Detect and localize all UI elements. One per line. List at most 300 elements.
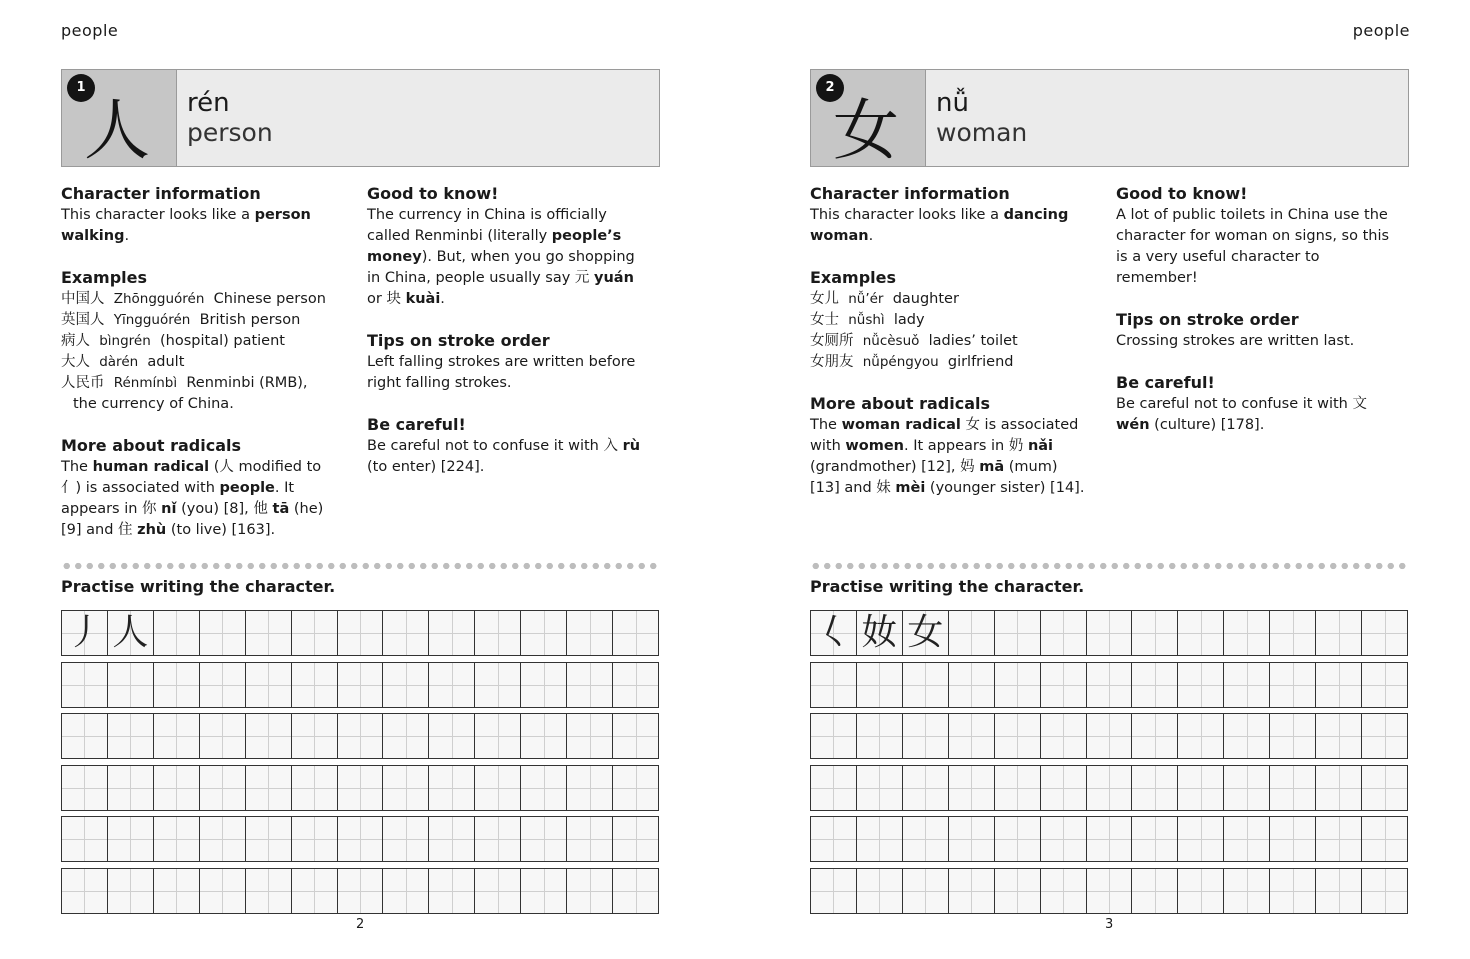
practice-cell[interactable]: [1131, 662, 1177, 708]
practice-cell[interactable]: [428, 713, 474, 759]
practice-cell[interactable]: [856, 713, 902, 759]
example-item: [61, 352, 341, 373]
running-head: people: [1352, 21, 1410, 40]
bold-text: human radical: [92, 459, 210, 475]
practice-cell[interactable]: [382, 816, 428, 862]
practice-cell[interactable]: [1131, 868, 1177, 914]
text: .: [124, 228, 130, 244]
practice-cell[interactable]: [428, 868, 474, 914]
practice-cell[interactable]: [902, 816, 948, 862]
more-about-radicals: [810, 393, 1090, 499]
practice-cell[interactable]: [428, 610, 474, 656]
text: (younger sister) [14].: [925, 480, 1085, 496]
dotted-divider: [61, 562, 659, 570]
practice-cell[interactable]: [199, 868, 245, 914]
practice-cell[interactable]: [1086, 662, 1132, 708]
text: . It appears in 奶: [904, 438, 1028, 454]
section-text: [61, 205, 341, 247]
big-character: 女: [833, 92, 899, 169]
practice-cell[interactable]: [948, 816, 994, 862]
practice-cell[interactable]: [1269, 662, 1315, 708]
practice-cell[interactable]: [337, 868, 383, 914]
good-to-know: [1116, 183, 1396, 289]
practice-cell[interactable]: [291, 816, 337, 862]
practice-cell[interactable]: [61, 610, 107, 656]
text: Be careful not to confuse it with 文: [1116, 396, 1367, 412]
bold-text: women: [845, 438, 904, 454]
practice-cell[interactable]: [1223, 662, 1269, 708]
stroke-step-glyph: 丿: [66, 612, 103, 653]
pinyin: nǚ: [936, 88, 969, 118]
right-column: [1116, 183, 1396, 456]
example-meaning: girlfriend: [947, 354, 1014, 370]
example-pinyin: Yīngguórén: [113, 312, 191, 328]
left-page: [61, 0, 661, 959]
practice-cell[interactable]: [1269, 816, 1315, 862]
example-item: [61, 289, 341, 310]
practice-cell[interactable]: [291, 713, 337, 759]
practice-row: [61, 610, 659, 656]
practice-cell[interactable]: [1040, 662, 1086, 708]
practice-cell[interactable]: [1086, 868, 1132, 914]
example-pinyin: Rénmínbì: [113, 375, 178, 391]
hanzi: 人民币: [61, 375, 105, 391]
practice-cell[interactable]: [948, 713, 994, 759]
section-text: [367, 436, 647, 478]
examples: [810, 267, 1090, 373]
practice-cell[interactable]: [520, 713, 566, 759]
practice-cell[interactable]: [474, 765, 520, 811]
practice-cell[interactable]: [810, 713, 856, 759]
practice-cell[interactable]: [199, 662, 245, 708]
section-heading: Good to know!: [367, 184, 499, 203]
bold-text: tā: [272, 501, 290, 517]
practice-cell[interactable]: [612, 662, 659, 708]
character-information: [810, 183, 1090, 247]
practice-cell[interactable]: [153, 610, 199, 656]
section-heading: More about radicals: [61, 436, 241, 455]
section-heading: Be careful!: [367, 415, 466, 434]
practice-cell[interactable]: [994, 610, 1040, 656]
practice-row: [61, 765, 659, 811]
character-header: [810, 69, 1409, 167]
practice-cell[interactable]: [856, 662, 902, 708]
practice-row: [810, 610, 1408, 656]
practice-cell[interactable]: [428, 816, 474, 862]
practice-cell[interactable]: [856, 868, 902, 914]
practice-cell[interactable]: [61, 662, 107, 708]
practice-cell[interactable]: [61, 868, 107, 914]
practice-cell[interactable]: [612, 713, 659, 759]
section-text: [1116, 394, 1396, 436]
practice-cell[interactable]: [382, 662, 428, 708]
practice-cell[interactable]: [428, 765, 474, 811]
hanzi: 中国人: [61, 291, 105, 307]
practice-cell[interactable]: [902, 610, 948, 656]
practice-cell[interactable]: [245, 662, 291, 708]
practice-cell[interactable]: [107, 816, 153, 862]
practice-cell[interactable]: [1177, 765, 1223, 811]
practice-cell[interactable]: [1315, 662, 1361, 708]
practice-cell[interactable]: [199, 765, 245, 811]
practice-cell[interactable]: [474, 713, 520, 759]
practice-cell[interactable]: [566, 713, 612, 759]
practice-cell[interactable]: [1223, 868, 1269, 914]
practice-cell[interactable]: [199, 713, 245, 759]
practice-cell[interactable]: [1269, 610, 1315, 656]
practice-cell[interactable]: [245, 816, 291, 862]
stroke-step-glyph: 奻: [861, 612, 898, 653]
example-meaning: ladies’ toilet: [928, 333, 1018, 349]
practice-cell[interactable]: [612, 816, 659, 862]
practice-cell[interactable]: [612, 765, 659, 811]
character-number: 2: [816, 74, 844, 102]
practice-cell[interactable]: [291, 868, 337, 914]
practice-cell[interactable]: [520, 610, 566, 656]
example-item: [61, 310, 341, 331]
practice-cell[interactable]: [1177, 610, 1223, 656]
practice-cell[interactable]: [856, 610, 902, 656]
practice-cell[interactable]: [291, 662, 337, 708]
practice-cell[interactable]: [1315, 765, 1361, 811]
hanzi: 英国人: [61, 312, 105, 328]
page-number: 3: [1105, 917, 1114, 932]
practice-cell[interactable]: [337, 713, 383, 759]
practice-row: [61, 713, 659, 759]
practice-row: [810, 713, 1408, 759]
example-meaning: lady: [893, 312, 925, 328]
practice-cell[interactable]: [1223, 610, 1269, 656]
practice-cell[interactable]: [337, 610, 383, 656]
practice-cell[interactable]: [1040, 713, 1086, 759]
practice-cell[interactable]: [337, 816, 383, 862]
practice-cell[interactable]: [1131, 610, 1177, 656]
practice-cell[interactable]: [1361, 713, 1408, 759]
practice-cell[interactable]: [107, 765, 153, 811]
practice-cell[interactable]: [245, 868, 291, 914]
practice-cell[interactable]: [1131, 713, 1177, 759]
hanzi: 病人: [61, 333, 90, 349]
practice-cell[interactable]: [153, 713, 199, 759]
good-to-know: [367, 183, 647, 310]
stroke-step-glyph: 𡿨: [815, 612, 852, 653]
example-meaning: adult: [147, 354, 185, 370]
example-meaning: Renminbi (RMB),: [186, 375, 308, 391]
example-item: [61, 373, 341, 394]
practice-cell[interactable]: [245, 610, 291, 656]
practice-cell[interactable]: [520, 765, 566, 811]
bold-text: zhù: [137, 522, 167, 538]
text: (mum) [13] and 妹: [810, 459, 1058, 496]
example-pinyin: nǚpéngyou: [862, 354, 939, 370]
practice-cell[interactable]: [856, 816, 902, 862]
practice-cell[interactable]: [153, 816, 199, 862]
practice-cell[interactable]: [948, 662, 994, 708]
hanzi: 女朋友: [810, 354, 854, 370]
bold-text: dancing woman: [810, 207, 1069, 244]
practice-cell[interactable]: [1223, 765, 1269, 811]
practice-cell[interactable]: [1086, 610, 1132, 656]
practice-cell[interactable]: [474, 662, 520, 708]
stroke-step-glyph: 女: [907, 612, 944, 653]
practice-row: [810, 816, 1408, 862]
big-character: 人: [84, 92, 150, 169]
practice-row: [61, 816, 659, 862]
practice-cell[interactable]: [61, 765, 107, 811]
section-heading: Tips on stroke order: [367, 331, 550, 350]
bold-text: mā: [979, 459, 1005, 475]
text: (grandmother) [12], 妈: [810, 459, 980, 475]
hanzi: 女厕所: [810, 333, 854, 349]
practise-heading: Practise writing the character.: [810, 577, 1085, 596]
practice-cell[interactable]: [566, 816, 612, 862]
practice-cell[interactable]: [810, 662, 856, 708]
practice-cell[interactable]: [199, 610, 245, 656]
practice-cell[interactable]: [994, 662, 1040, 708]
practice-cell[interactable]: [337, 765, 383, 811]
character-information: [61, 183, 341, 247]
practice-cell[interactable]: [474, 868, 520, 914]
pinyin: rén: [187, 88, 230, 118]
practice-cell[interactable]: [61, 816, 107, 862]
text: (you) [8], 他: [176, 501, 273, 517]
practice-cell[interactable]: [337, 662, 383, 708]
practice-cell[interactable]: [612, 610, 659, 656]
practice-cell[interactable]: [1131, 816, 1177, 862]
meaning: person: [187, 118, 273, 147]
practice-row: [810, 662, 1408, 708]
practice-cell[interactable]: [382, 868, 428, 914]
left-column: [61, 183, 341, 561]
text: (人 modified to 亻) is associated with: [61, 459, 322, 496]
practice-cell[interactable]: [1040, 765, 1086, 811]
practice-cell[interactable]: [291, 765, 337, 811]
practice-cell[interactable]: [856, 765, 902, 811]
examples: [61, 267, 341, 415]
practice-cell[interactable]: [1040, 868, 1086, 914]
text: (to live) [163].: [166, 522, 276, 538]
page-number: 2: [356, 917, 365, 932]
bold-text: rù: [622, 438, 641, 454]
practice-cell[interactable]: [153, 765, 199, 811]
hanzi: 女士: [810, 312, 839, 328]
dotted-divider: [810, 562, 1408, 570]
text: (he) [9] and 住: [61, 501, 324, 538]
practice-cell[interactable]: [810, 868, 856, 914]
practice-cell[interactable]: [1086, 713, 1132, 759]
section-heading: Good to know!: [1116, 184, 1248, 203]
text: The: [61, 459, 93, 475]
practice-cell[interactable]: [810, 765, 856, 811]
example-meaning: (hospital) patient: [160, 333, 285, 349]
practice-row: [810, 765, 1408, 811]
practice-cell[interactable]: [1315, 610, 1361, 656]
section-heading: Character information: [61, 184, 261, 203]
practice-cell[interactable]: [291, 610, 337, 656]
practice-cell[interactable]: [1177, 662, 1223, 708]
example-item: [810, 331, 1090, 352]
example-pinyin: nǚcèsuǒ: [862, 333, 920, 349]
practice-cell[interactable]: [994, 816, 1040, 862]
practice-cell[interactable]: [1315, 816, 1361, 862]
practice-cell[interactable]: [994, 868, 1040, 914]
bold-text: people’s money: [367, 228, 622, 265]
text: This character looks like a: [810, 207, 1004, 223]
practice-cell[interactable]: [1361, 765, 1408, 811]
hanzi: 女儿: [810, 291, 839, 307]
practise-heading: Practise writing the character.: [61, 577, 336, 596]
section-text: [367, 205, 647, 310]
section-text: Left falling strokes are written before right falling strokes.: [367, 354, 636, 391]
practice-cell[interactable]: [810, 610, 856, 656]
practice-cell[interactable]: [199, 816, 245, 862]
practice-cell[interactable]: [1361, 662, 1408, 708]
section-heading: Character information: [810, 184, 1010, 203]
practice-cell[interactable]: [1361, 868, 1408, 914]
practice-row: [810, 868, 1408, 914]
practice-cell[interactable]: [382, 765, 428, 811]
practice-cell[interactable]: [994, 713, 1040, 759]
example-item: [61, 331, 341, 352]
practice-cell[interactable]: [1223, 713, 1269, 759]
practice-cell[interactable]: [520, 868, 566, 914]
character-header: [61, 69, 660, 167]
example-item: [810, 352, 1090, 373]
practice-cell[interactable]: [1269, 713, 1315, 759]
practice-cell[interactable]: [107, 662, 153, 708]
example-pinyin: nǚ’ér: [848, 291, 884, 307]
example-pinyin: Zhōngguórén: [113, 291, 205, 307]
be-careful: [367, 414, 647, 478]
practice-grid: [61, 610, 659, 919]
practice-cell[interactable]: [520, 662, 566, 708]
practice-cell[interactable]: [1131, 765, 1177, 811]
practice-cell[interactable]: [1040, 610, 1086, 656]
practice-row: [61, 868, 659, 914]
practice-cell[interactable]: [994, 765, 1040, 811]
practice-cell[interactable]: [1315, 868, 1361, 914]
bold-text: wén: [1116, 417, 1150, 433]
bold-text: mèi: [895, 480, 926, 496]
practice-cell[interactable]: [1177, 868, 1223, 914]
practice-cell[interactable]: [61, 713, 107, 759]
section-text: [810, 415, 1090, 499]
practice-cell[interactable]: [1269, 765, 1315, 811]
practice-cell[interactable]: [520, 816, 566, 862]
practice-cell[interactable]: [948, 765, 994, 811]
text: .: [868, 228, 874, 244]
tips-on-stroke-order: [367, 330, 647, 394]
practice-cell[interactable]: [107, 610, 153, 656]
practice-cell[interactable]: [612, 868, 659, 914]
left-column: [810, 183, 1090, 519]
section-heading: Examples: [61, 268, 148, 287]
practice-cell[interactable]: [1177, 816, 1223, 862]
section-text: Crossing strokes are written last.: [1116, 333, 1355, 349]
practice-cell[interactable]: [566, 868, 612, 914]
running-head: people: [61, 21, 119, 40]
text: ). But, when you go shopping in China, people usually say 元: [367, 249, 635, 286]
practice-cell[interactable]: [474, 610, 520, 656]
practice-cell[interactable]: [902, 765, 948, 811]
practice-cell[interactable]: [382, 713, 428, 759]
practice-cell[interactable]: [382, 610, 428, 656]
bold-text: nǎi: [1027, 438, 1054, 454]
section-heading: More about radicals: [810, 394, 990, 413]
bold-text: woman radical: [841, 417, 961, 433]
example-item: [810, 310, 1090, 331]
practice-cell[interactable]: [810, 816, 856, 862]
practice-cell[interactable]: [245, 713, 291, 759]
text: .: [440, 291, 445, 307]
bold-text: nǐ: [161, 501, 177, 517]
section-text: [810, 205, 1090, 247]
practice-row: [61, 662, 659, 708]
right-page: [810, 0, 1410, 959]
text: . It appears in 你: [61, 480, 295, 517]
section-text: [61, 457, 341, 541]
practice-cell[interactable]: [107, 868, 153, 914]
practice-cell[interactable]: [566, 765, 612, 811]
example-meaning: British person: [199, 312, 301, 328]
practice-cell[interactable]: [1177, 713, 1223, 759]
practice-cell[interactable]: [1040, 816, 1086, 862]
example-meaning: Chinese person: [213, 291, 326, 307]
text: The currency in China is officially called Renminbi (literally: [367, 207, 607, 244]
section-heading: Be careful!: [1116, 373, 1215, 392]
practice-cell[interactable]: [948, 868, 994, 914]
meaning: woman: [936, 118, 1028, 147]
more-about-radicals: [61, 435, 341, 541]
practice-cell[interactable]: [428, 662, 474, 708]
practice-cell[interactable]: [1223, 816, 1269, 862]
practice-cell[interactable]: [245, 765, 291, 811]
text: 女 is associated with: [810, 417, 1079, 454]
hanzi: 大人: [61, 354, 90, 370]
example-item: [810, 289, 1090, 310]
practice-cell[interactable]: [1361, 816, 1408, 862]
practice-cell[interactable]: [948, 610, 994, 656]
section-text: A lot of public toilets in China use the character for woman on signs, so this is a very useful character to remember!: [1116, 207, 1390, 286]
practice-cell[interactable]: [902, 662, 948, 708]
practice-cell[interactable]: [153, 662, 199, 708]
practice-cell[interactable]: [566, 662, 612, 708]
text: This character looks like a: [61, 207, 255, 223]
example-meaning: daughter: [892, 291, 959, 307]
practice-grid: [810, 610, 1408, 919]
character-box: [62, 70, 177, 169]
example-pinyin: bìngrén: [99, 333, 151, 349]
practice-cell[interactable]: [902, 868, 948, 914]
practice-cell[interactable]: [153, 868, 199, 914]
practice-cell[interactable]: [1361, 610, 1408, 656]
example-pinyin: nǚshì: [848, 312, 885, 328]
practice-cell[interactable]: [566, 610, 612, 656]
example-pinyin: dàrén: [99, 354, 139, 370]
section-heading: Tips on stroke order: [1116, 310, 1299, 329]
text: (to enter) [224].: [367, 459, 485, 475]
practice-cell[interactable]: [902, 713, 948, 759]
practice-cell[interactable]: [1269, 868, 1315, 914]
practice-cell[interactable]: [1315, 713, 1361, 759]
bold-text: yuán: [594, 270, 634, 286]
practice-cell[interactable]: [1086, 765, 1132, 811]
practice-cell[interactable]: [474, 816, 520, 862]
character-box: [811, 70, 926, 169]
practice-cell[interactable]: [1086, 816, 1132, 862]
text: Be careful not to confuse it with 入: [367, 438, 623, 454]
practice-cell[interactable]: [107, 713, 153, 759]
